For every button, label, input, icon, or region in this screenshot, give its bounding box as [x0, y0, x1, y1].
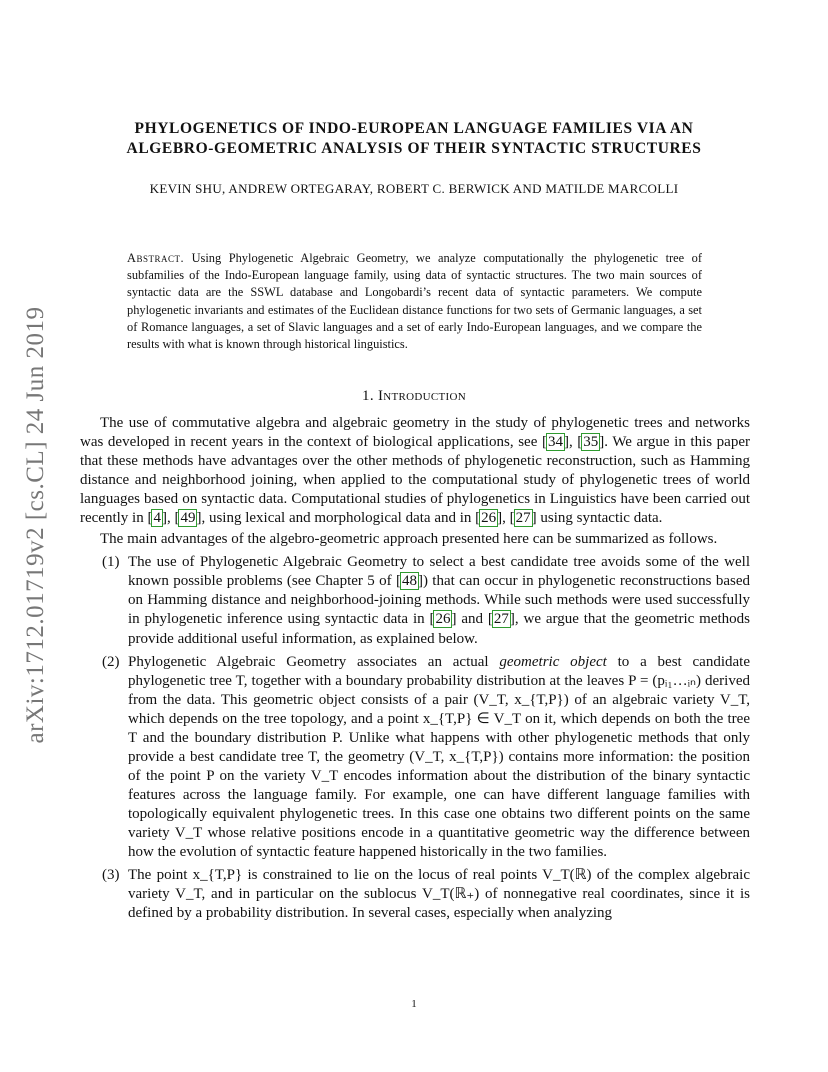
title-line-1: PHYLOGENETICS OF INDO-EUROPEAN LANGUAGE FAMILIES VIA AN [134, 120, 694, 137]
citation-link[interactable]: 26 [481, 510, 497, 527]
list-item: (3) The point x_{T,P} is constrained to lie on the locus of real points V_T(ℝ) of the complex algebraic variety V_T, and in particular on the sublocus V_T(ℝ₊) of nonnegative real coordinates, since it is defined by a probability distribution. In several cases, especially when analyzing [102, 867, 750, 922]
list-item-number: (1) [102, 554, 120, 571]
list-item-number: (2) [102, 653, 120, 670]
list-item-number: (3) [102, 867, 120, 884]
arxiv-identifier: arXiv:1712.01719v2 [cs.CL] 24 Jun 2019 [22, 306, 49, 744]
page-number: 1 [411, 998, 417, 1010]
citation-link[interactable]: 48 [401, 573, 417, 590]
citation-link[interactable]: 27 [515, 510, 531, 527]
citation-link[interactable]: 27 [493, 611, 509, 628]
arxiv-sidebar-stamp [14, 290, 58, 760]
section-title: Introduction [377, 388, 466, 404]
author-list: KEVIN SHU, ANDREW ORTEGARAY, ROBERT C. BERWICK AND MATILDE MARCOLLI [149, 181, 679, 196]
citation-link[interactable]: 35 [583, 434, 599, 451]
body-text [80, 414, 750, 923]
citation-link[interactable]: 26 [435, 611, 451, 628]
abstract [127, 250, 702, 353]
paragraph-1: The use of commutative algebra and algebraic geometry in the study of phylogenetic trees and networks was developed in recent years in the context of biological applications, see [34], [35]. We argue in this paper that these methods have advantages over the other methods of phylogenetic reconstruction, such as Hamming distance and neighborhood joining, when applied to the computational study of phylogenetic trees of world languages based on syntactic data. Computational studies of phylogenetics in Linguistics have been carried out recently in [4], [49], using lexical and morphological data and in [26], [27] using syntactic data. [80, 415, 750, 527]
citation-link[interactable]: 49 [180, 510, 196, 527]
section-heading [60, 388, 768, 405]
paragraph-2: The main advantages of the algebro-geometric approach presented here can be summarized as follows. [100, 531, 718, 548]
emphasis: geometric object [499, 653, 607, 670]
list-item: (2) Phylogenetic Algebraic Geometry associates an actual geometric object to a best candidate phylogenetic tree T, together with a boundary probability distribution at the leaves P = (pᵢ₁…ᵢₙ) derived from the data. This geometric object consists of a pair (V_T, x_{T,P}) of an algebraic variety V_T, which depends on the tree topology, and a point x_{T,P} ∈ V_T on it, which depends on both the tree T and the boundary distribution P. Unlike what happens with other phylogenetic methods that only provide a best candidate tree T, the geometry (V_T, x_{T,P}) contains more information: the position of the point P on the variety V_T encodes information about the distribution of the binary syntactic features across the language family. For example, one can have different language families with topologically equivalent phylogenetic trees. In this case one obtains two different points on the same variety V_T whose relative positions encode in a quantitative geometric way the difference between how the evolution of syntactic feature happened historically in the two families. [102, 653, 750, 861]
citation-link[interactable]: 34 [547, 434, 563, 451]
abstract-text: Using Phylogenetic Algebraic Geometry, we analyze computationally the phylogenetic tree of subfamilies of the Indo-European language family, using data of syntactic structures. The two main sources of syntactic data are the SSWL database and Longobardi’s recent data of syntactic parameters. We compute phylogenetic invariants and estimates of the Euclidean distance functions for two sets of Germanic languages, a set of Romance languages, a set of Slavic languages and a set of early Indo-European languages, and we compare the results with what is known through historical linguistics. [127, 251, 702, 352]
title-line-2: ALGEBRO-GEOMETRIC ANALYSIS OF THEIR SYNTACTIC STRUCTURES [126, 140, 702, 157]
advantages-list [80, 553, 750, 923]
list-item: (1) The use of Phylogenetic Algebraic Geometry to select a best candidate tree avoids some of the well known possible problems (see Chapter 5 of [48]) that can occur in phylogenetic reconstructions based on Hamming distance and neighborhood-joining methods. While such methods were used successfully in phylogenetic inference using syntactic data in [26] and [27], we argue that the geometric methods provide additional useful information, as explained below. [102, 554, 750, 647]
abstract-label: Abstract. [127, 251, 185, 265]
citation-link[interactable]: 4 [153, 510, 161, 527]
section-number: 1. [362, 388, 374, 404]
paper-title [60, 119, 768, 159]
